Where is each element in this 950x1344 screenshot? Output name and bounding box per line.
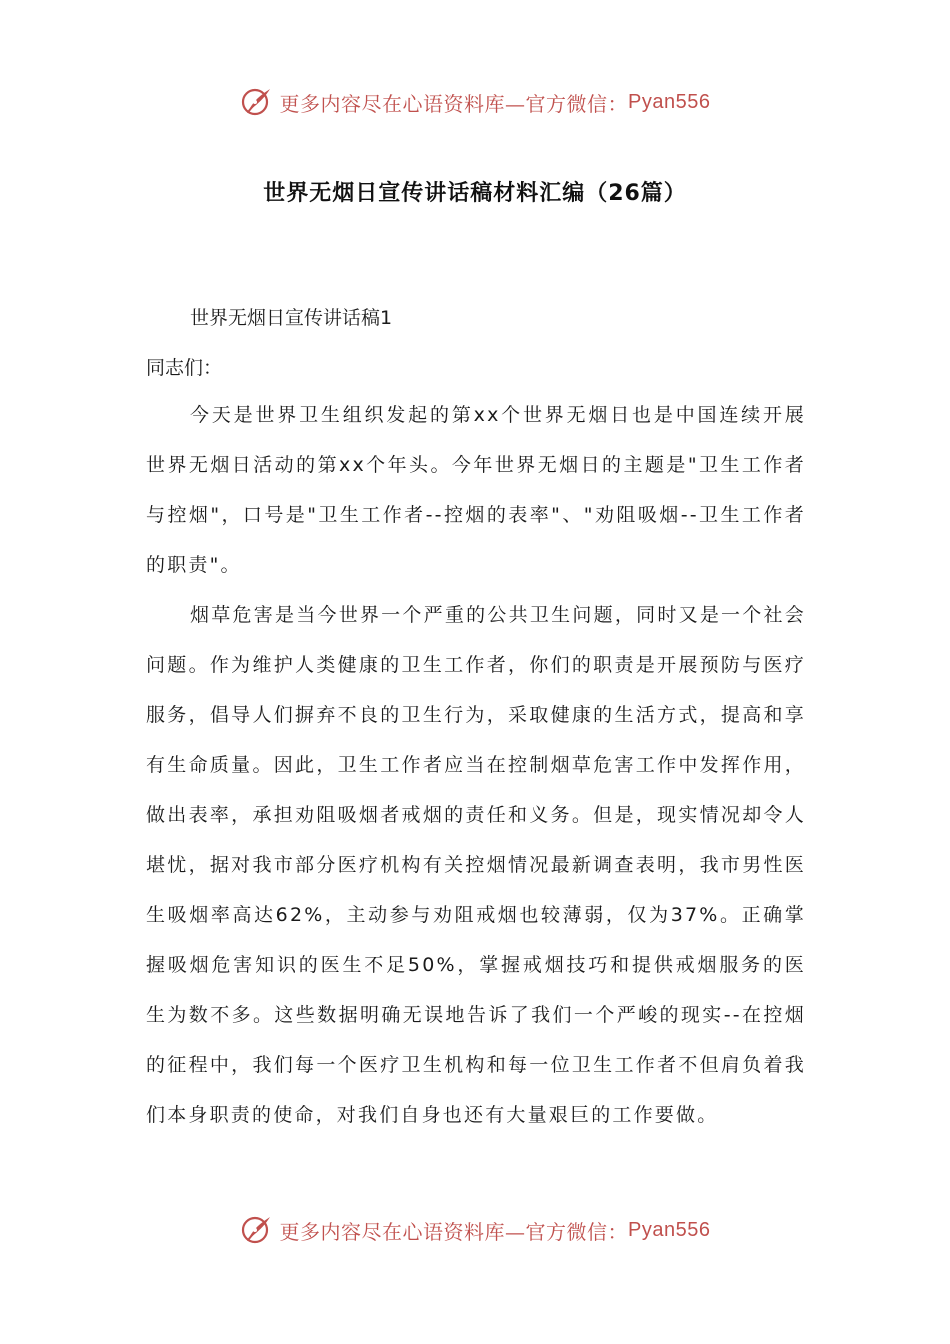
quill-pen-logo-icon — [240, 85, 274, 119]
paragraph-2: 烟草危害是当今世界一个严重的公共卫生问题，同时又是一个社会问题。作为维护人类健康的卫生工作者，你们的职责是开展预防与医疗服务，倡导人们摒弃不良的卫生行为，采取健康的生活方式，提高和享有生命质量。因此，卫生工作者应当在控制烟草危害工作中发挥作用，做出表率，承担劝阻吸烟者戒烟的责任和义务。但是，现实情况却令人堪忧，据对我市部分医疗机构有关控烟情况最新调查表明，我市男性医生吸烟率高达62%，主动参与劝阻戒烟也较薄弱，仅为37%。正确掌握吸烟危害知识的医生不足50%，掌握戒烟技巧和提供戒烟服务的医生为数不多。这些数据明确无误地告诉了我们一个严峻的现实--在控烟的征程中，我们每一个医疗卫生机构和每一位卫生工作者不但肩负着我们本身职责的使命，对我们自身也还有大量艰巨的工作要做。 — [146, 604, 806, 1126]
footer-banner-wechat-id: Pyan556 — [628, 1218, 711, 1241]
greeting: 同志们： — [146, 357, 223, 379]
document-title: 世界无烟日宣传讲话稿材料汇编（26篇） — [263, 181, 687, 206]
header-banner-text: 更多内容尽在心语资料库—官方微信： — [279, 91, 629, 116]
paragraph-1: 今天是世界卫生组织发起的第xx个世界无烟日也是中国连续开展世界无烟日活动的第xx个年头。今年世界无烟日的主题是"卫生工作者与控烟"，口号是"卫生工作者--控烟的表率"、"劝阻吸烟--卫生工作者的职责"。 — [146, 404, 806, 576]
footer-banner-text: 更多内容尽在心语资料库—官方微信： — [279, 1219, 629, 1244]
header-banner — [0, 82, 950, 122]
quill-pen-logo-icon — [240, 1213, 274, 1247]
footer-banner — [0, 1210, 950, 1250]
section-subtitle: 世界无烟日宣传讲话稿1 — [190, 307, 393, 329]
header-banner-wechat-id: Pyan556 — [628, 90, 711, 113]
